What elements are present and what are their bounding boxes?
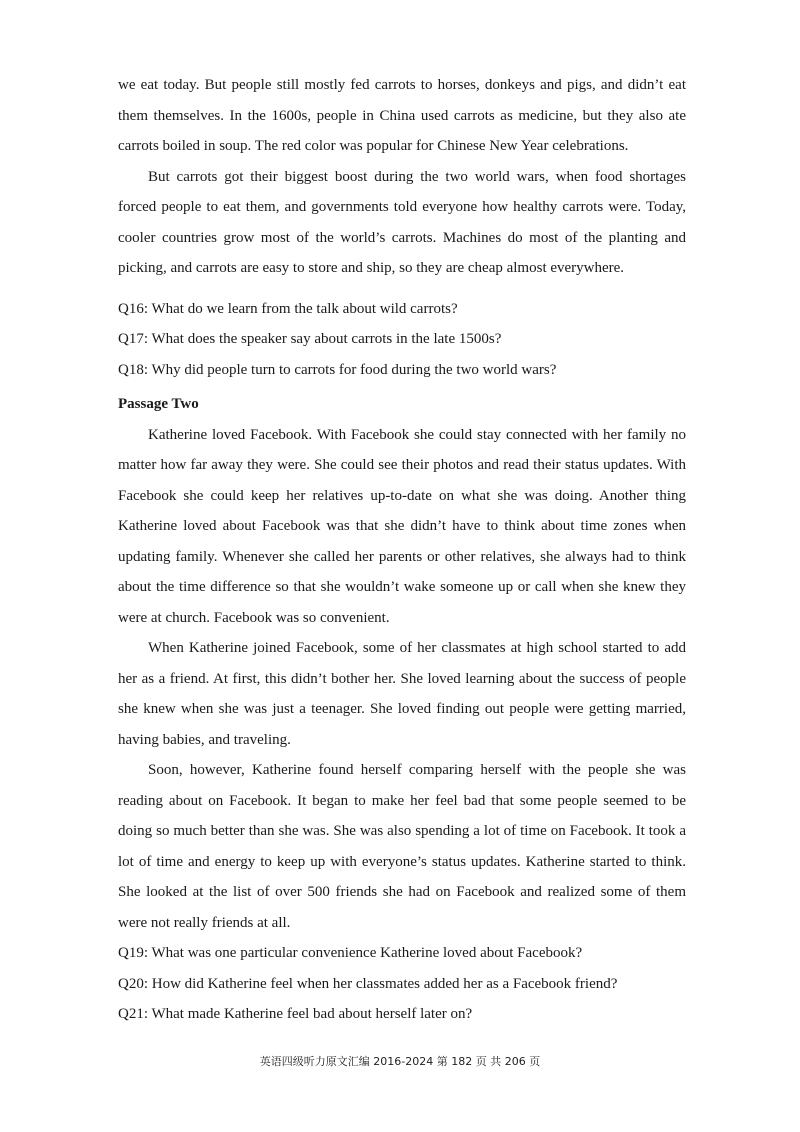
question-q19: Q19: What was one particular convenience Katherine loved about Facebook? (118, 945, 583, 961)
question-q20: Q20: How did Katherine feel when her classmates added her as a Facebook friend? (118, 975, 618, 992)
question-q16: Q16: What do we learn from the talk about wild carrots? (118, 300, 458, 317)
passage-one-paragraph: But carrots got their biggest boost during the two world wars, when food shortages forced people to eat them, and governments told everyone how healthy carrots were. Today, cooler countries grow most of the world’s carrots. Machines do most of the planting and picking, and carrots are easy to store and ship, so they are cheap almost everywhere. (118, 168, 686, 276)
question-q17: Q17: What does the speaker say about carrots in the late 1500s? (118, 331, 502, 347)
passage-two-heading: Passage Two (118, 396, 199, 412)
passage-two-paragraph: Katherine loved Facebook. With Facebook she could stay connected with her family no matter how far away they were. She could see their photos and read their status updates. With Facebook she could keep her relatives up-to-date on what she was doing. Another thing Katherine loved about Facebook was that she didn’t have to think about time zones when updating family. Whenever she called her parents or other relatives, she always had to think about the time difference so that she wouldn’t wake someone up or call when she knew they were at church. Facebook was so convenient. (118, 426, 686, 626)
passage-one-questions (118, 294, 686, 386)
page-footer: 英语四级听力原文汇编 2016-2024 第 182 页 共 206 页 (259, 1055, 541, 1068)
question-q18: Q18: Why did people turn to carrots for food during the two world wars? (118, 361, 557, 378)
passage-two-paragraph: When Katherine joined Facebook, some of her classmates at high school started to add her as a friend. At first, this didn’t bother her. She loved learning about the success of people she knew when she was just a teenager. She loved finding out people were getting married, having babies, and traveling. (118, 640, 686, 748)
passage-one-paragraph: we eat today. But people still mostly fed carrots to horses, donkeys and pigs, and didn’t eat them themselves. In the 1600s, people in China used carrots as medicine, but they also ate carrots boiled in soup. The red color was popular for Chinese New Year celebrations. (118, 77, 686, 154)
passage-two-paragraph: Soon, however, Katherine found herself comparing herself with the people she was reading about on Facebook. It began to make her feel bad that some people seemed to be doing so much better than she was. She was also spending a lot of time on Facebook. It took a lot of time and energy to keep up with everyone’s status updates. Katherine started to think. She looked at the list of over 500 friends she had on Facebook and realized some of them were not really friends at all. (118, 762, 686, 931)
question-q21: Q21: What made Katherine feel bad about herself later on? (118, 1006, 473, 1022)
passage-two-questions (118, 938, 686, 1030)
document-page (118, 70, 686, 1030)
